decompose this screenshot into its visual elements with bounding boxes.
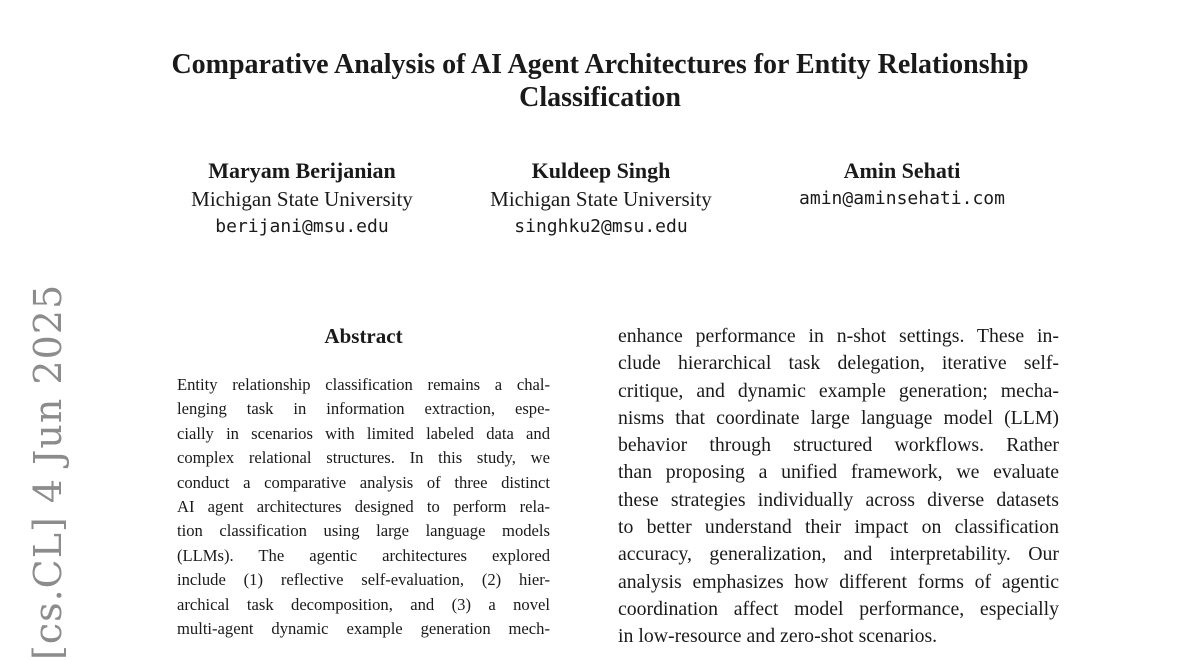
body-line: nisms that coordinate large language model (LLM) [618,406,1059,429]
author-block-1 [152,157,452,241]
abstract-line: multi-agent dynamic example generation mech- [177,619,550,639]
abstract-line: (LLMs). The agentic architectures explored [177,545,550,565]
abstract-line: complex relational structures. In this study, we [177,448,550,468]
abstract-line: tion classification using large language models [177,521,550,541]
body-line: accuracy, generalization, and interpretability. Our [618,543,1059,566]
author-email: singhku2@msu.edu [514,216,688,237]
body-line: than proposing a unified framework, we evaluate [618,461,1059,484]
right-column-text [618,323,1059,651]
abstract-line: AI agent architectures designed to perform rela- [177,497,550,517]
body-line: clude hierarchical task delegation, iterative self- [618,352,1059,375]
body-line: coordination affect model performance, especially [618,597,1059,620]
body-line: behavior through structured workflows. Rather [618,434,1059,457]
abstract-heading: Abstract [324,324,403,348]
body-line: to better understand their impact on classification [618,516,1059,539]
body-line: critique, and dynamic example generation; mecha- [618,379,1059,402]
paper-title-line-1: Comparative Analysis of AI Agent Architectures for Entity Relationship [171,49,1029,80]
arxiv-stamp: [cs.CL] 4 Jun 2025 [26,283,70,660]
abstract-line: conduct a comparative analysis of three distinct [177,472,550,492]
author-name: Maryam Berijanian [208,158,396,183]
abstract-line: Entity relationship classification remains a chal- [177,375,550,394]
paper-title [100,48,1100,114]
author-email: berijani@msu.edu [215,216,389,237]
author-block-2 [451,157,751,241]
body-line: analysis emphasizes how different forms of agentic [618,570,1059,593]
author-email: amin@aminsehati.com [799,188,1005,209]
abstract-line: lenging task in information extraction, espe- [177,399,550,419]
abstract-line: include (1) reflective self-evaluation, (2) hier- [177,570,550,590]
abstract-body [177,373,550,641]
author-name: Kuldeep Singh [531,158,671,183]
abstract-line: archical task decomposition, and (3) a novel [177,594,550,614]
author-affiliation: Michigan State University [191,187,413,211]
body-line: enhance performance in n-shot settings. These in- [618,325,1059,347]
body-line: in low-resource and zero-shot scenarios. [618,625,938,648]
author-name: Amin Sehati [843,158,961,183]
author-affiliation: Michigan State University [490,187,712,211]
author-block-3 [752,157,1052,213]
abstract-line: cially in scenarios with limited labeled data and [177,423,550,443]
body-line: these strategies individually across diverse datasets [618,488,1059,511]
paper-title-line-2: Classification [519,82,681,113]
